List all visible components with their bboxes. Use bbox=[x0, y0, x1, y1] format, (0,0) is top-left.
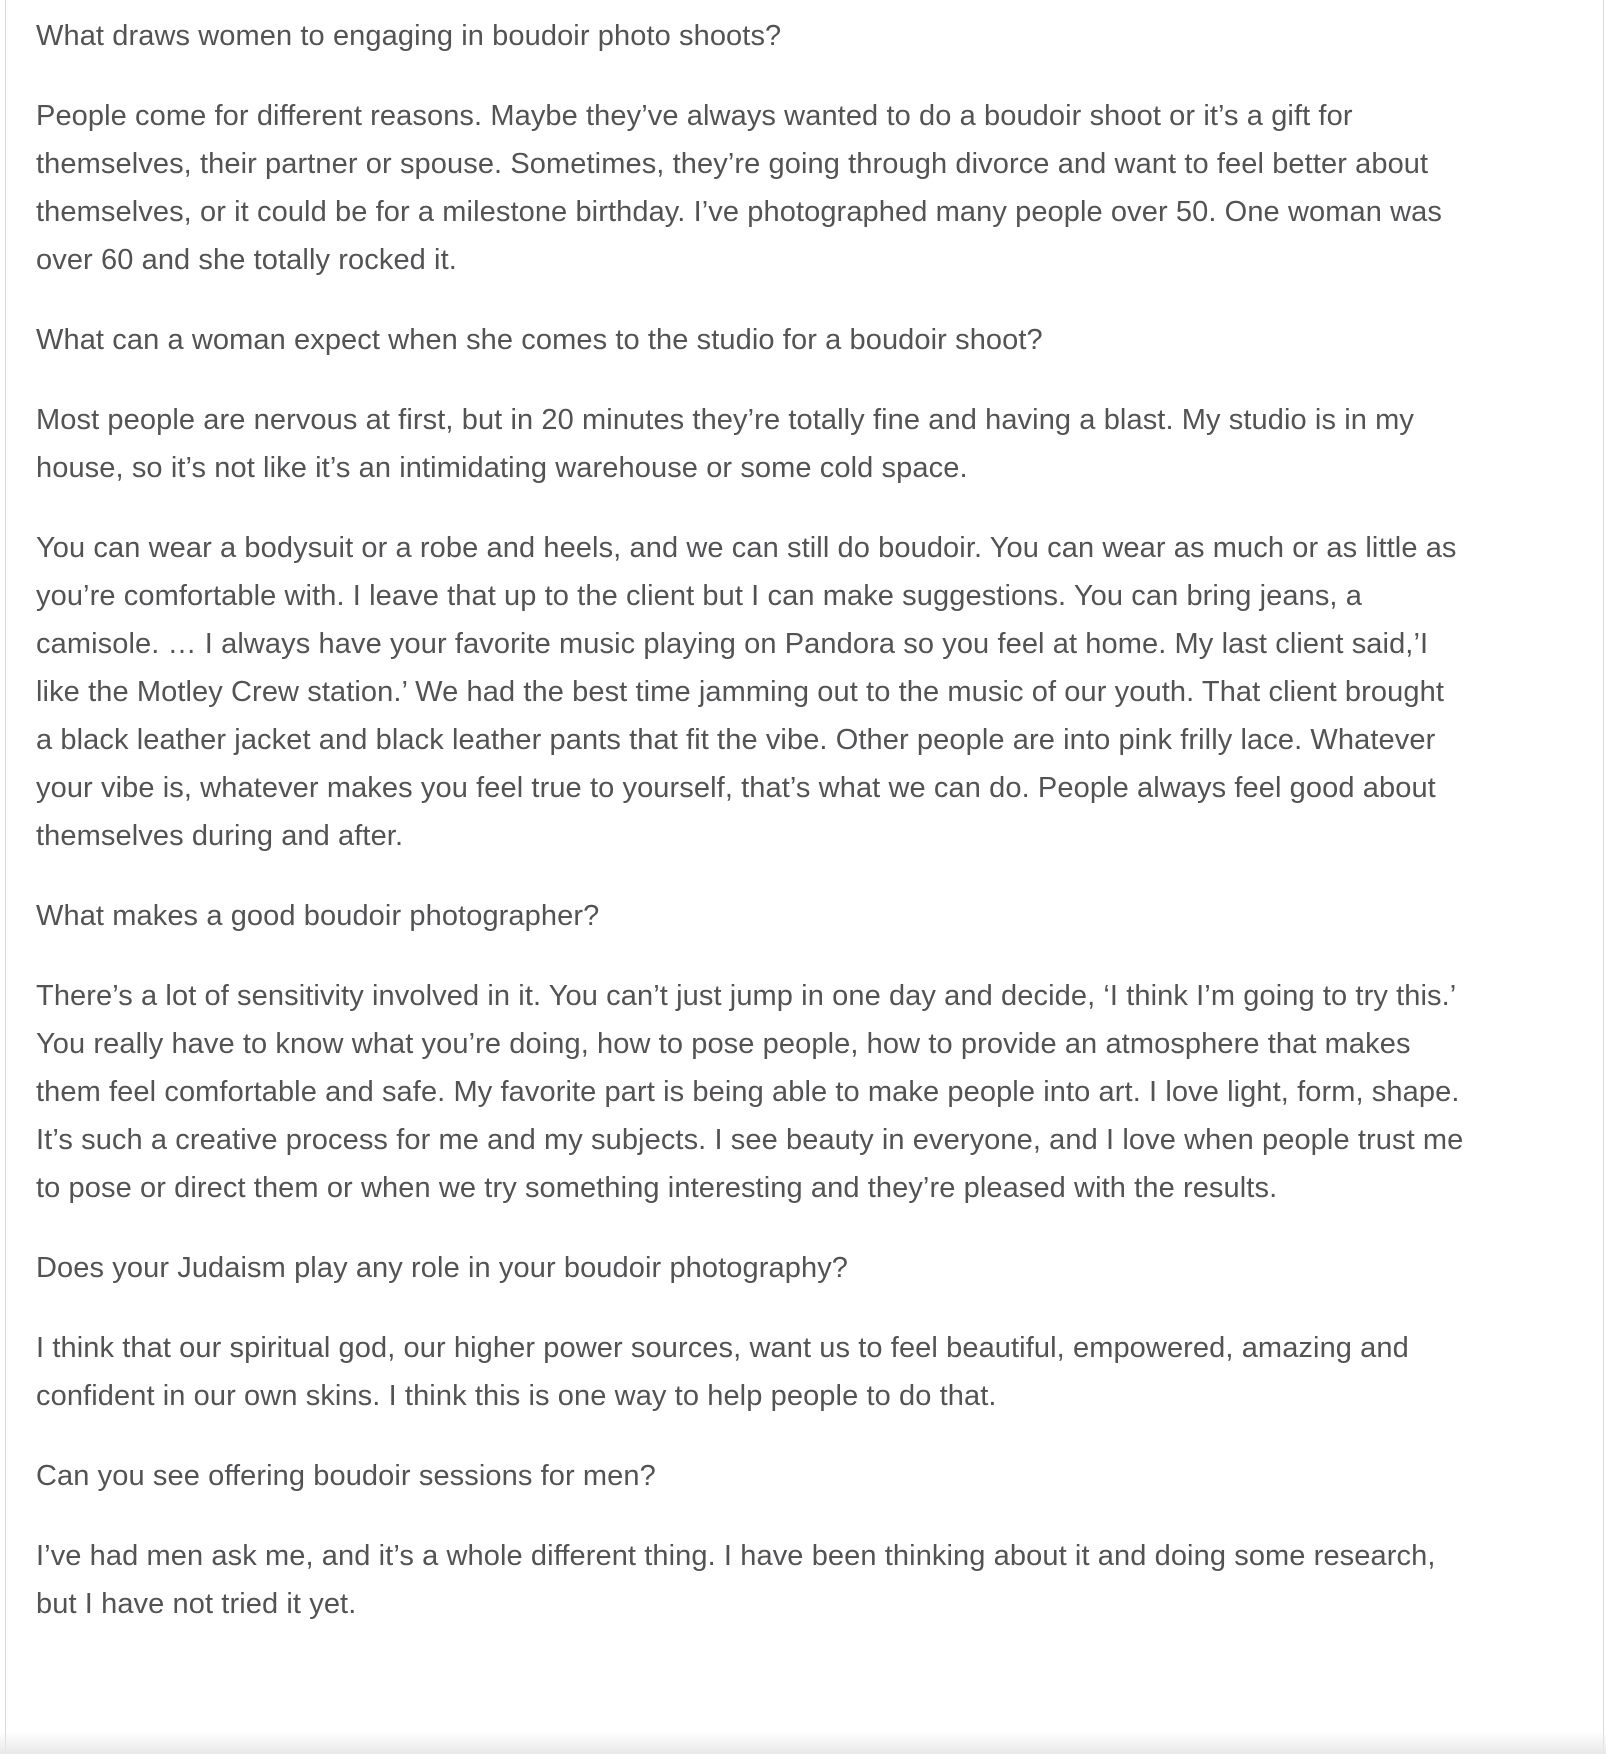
question-paragraph: What draws women to engaging in boudoir photo shoots? bbox=[36, 20, 782, 52]
right-divider bbox=[1603, 0, 1604, 1754]
question-paragraph: Can you see offering boudoir sessions for men? bbox=[36, 1460, 656, 1492]
answer-paragraph: People come for different reasons. Maybe they’ve always wanted to do a boudoir shoot or it’s a gift for themselves, their partner or spouse. Sometimes, they’re going through divorce and want to feel better about themselves, or it could be for a milestone birthday. I’ve photographed many people over 50. One woman was over 60 and she totally rocked it. bbox=[36, 100, 1442, 276]
left-divider bbox=[5, 0, 6, 1754]
answer-paragraph: I’ve had men ask me, and it’s a whole different thing. I have been thinking about it and doing some research, but I have not tried it yet. bbox=[36, 1540, 1436, 1620]
question-paragraph: What makes a good boudoir photographer? bbox=[36, 900, 600, 932]
answer-paragraph: I think that our spiritual god, our higher power sources, want us to feel beautiful, empowered, amazing and confident in our own skins. I think this is one way to help people to do that. bbox=[36, 1332, 1409, 1412]
answer-paragraph: There’s a lot of sensitivity involved in it. You can’t just jump in one day and decide, ‘I think I’m going to try this.’ You really have to know what you’re doing, how to pose people, how to provide an atmosphere that makes them feel comfortable and safe. My favorite part is being able to make people into art. I love light, form, shape. It’s such a creative process for me and my subjects. I see beauty in everyone, and I love when people trust me to pose or direct them or when we try something interesting and they’re pleased with the results. bbox=[36, 980, 1464, 1204]
question-paragraph: Does your Judaism play any role in your boudoir photography? bbox=[36, 1252, 849, 1284]
answer-paragraph: Most people are nervous at first, but in 20 minutes they’re totally fine and having a blast. My studio is in my house, so it’s not like it’s an intimidating warehouse or some cold space. bbox=[36, 404, 1415, 484]
bottom-fade bbox=[0, 1732, 1606, 1754]
question-paragraph: What can a woman expect when she comes to the studio for a boudoir shoot? bbox=[36, 324, 1043, 356]
interview-article bbox=[36, 0, 1496, 1660]
answer-paragraph: You can wear a bodysuit or a robe and heels, and we can still do boudoir. You can wear as much or as little as you’re comfortable with. I leave that up to the client but I can make suggestions. You can bring jeans, a camisole. … I always have your favorite music playing on Pandora so you feel at home. My last client said,’I like the Motley Crew station.’ We had the best time jamming out to the music of our youth. That client brought a black leather jacket and black leather pants that fit the vibe. Other people are into pink frilly lace. Whatever your vibe is, whatever makes you feel true to yourself, that’s what we can do. People always feel good about themselves during and after. bbox=[36, 532, 1457, 852]
